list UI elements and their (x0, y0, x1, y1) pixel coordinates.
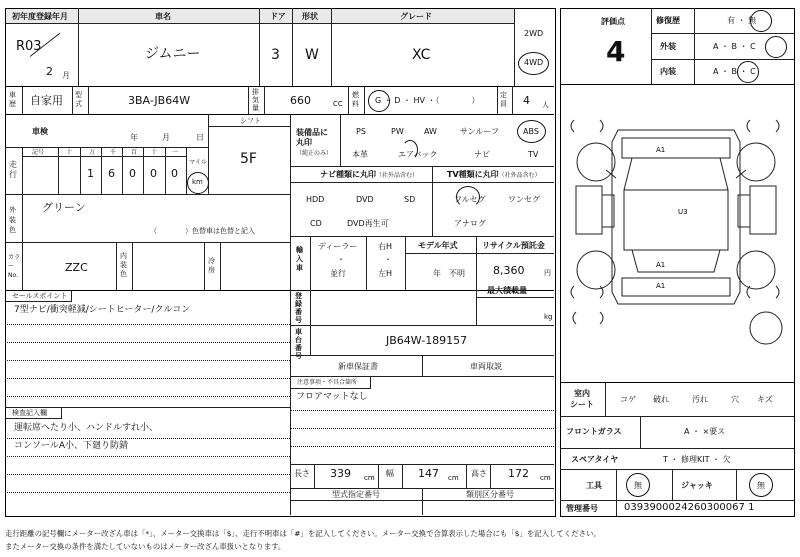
max-load-label: 最大積載量 (487, 286, 527, 295)
sales-label-box (5, 290, 72, 302)
digit-h1: 十 (66, 149, 73, 156)
shift-value: 5F (240, 151, 257, 167)
equip-airbag: エアバック (398, 150, 438, 159)
model-label: 型 式 (75, 91, 82, 108)
car-name-value: ジムニー (145, 46, 201, 62)
yen-unit: 円 (544, 269, 551, 277)
recycle-label: リサイクル預託金 (482, 241, 545, 250)
mileage-digit-4: 0 (171, 167, 178, 180)
length-unit: cm (364, 474, 375, 482)
drive-4wd-circle (518, 52, 549, 75)
seat-label: 室内 シート (570, 389, 594, 409)
drive-4wd: 4WD (524, 58, 544, 67)
equip-airbag-mark (402, 140, 418, 160)
repair-label: 修復歴 (656, 16, 680, 25)
digit-h5: 十 (151, 149, 158, 156)
equipment-label: 装備品に 丸印 （純正のみ） (296, 128, 333, 157)
capacity-value: 4 (523, 94, 530, 107)
tv-oneseg: ワンセグ (508, 195, 540, 204)
seat-kizu: キズ (757, 395, 773, 404)
inspector-label: 検査記入欄 (12, 409, 47, 417)
class-no-label: 類別区分番号 (466, 490, 514, 499)
equip-abs-circle (517, 120, 546, 143)
interior-label: 内 装 色 (120, 252, 127, 278)
tv-fullseg: フルセグ (454, 195, 486, 204)
tools-value: 無 (634, 481, 642, 490)
digit-h4: 百 (131, 149, 138, 156)
import-dot-2: ・ (384, 255, 392, 264)
grade-label: グレード (400, 12, 432, 21)
tools-none-circle (626, 473, 650, 497)
car-diagram (562, 100, 790, 370)
mileage-label: 走 行 (9, 160, 17, 179)
digit-h6: 一 (172, 149, 179, 156)
ac-label: 冷 房 (208, 257, 215, 274)
footer-line-2: またメーター交換の条件を満たしていないものはメーター改ざん車扱いとなります。 (5, 542, 286, 551)
interior-score-label: 内装 (660, 67, 676, 76)
footer-line-1: 走行距離の記号欄にメーター改ざん車は「*」、メーター交換車は「$」、走行不明車は「#」を記入してください。メーター交換で合算表示した場合にも「$」を記入してください。 (5, 529, 601, 538)
tools-label: 工具 (586, 481, 602, 490)
notes-value: フロアマットなし (296, 392, 368, 402)
interior-options: A ・ B ・ C (713, 67, 756, 76)
diagram-mark-a1-top: A1 (656, 146, 666, 154)
jack-none-circle (749, 473, 773, 497)
first-reg-label: 初年度登録年月 (12, 12, 68, 21)
notes-label: 注意事項・不具合箇所 (297, 379, 358, 386)
import-parallel: 並行 (330, 269, 346, 278)
capacity-label: 定 員 (500, 91, 507, 108)
new-car-warranty: 新車保証書 (338, 362, 378, 371)
repair-none-circle (750, 10, 772, 32)
mileage-digit-2: 0 (129, 167, 136, 180)
equip-abs: ABS (523, 127, 539, 136)
km-circle (187, 172, 209, 194)
diagram-mark-u3: U3 (678, 208, 688, 216)
color-value: グリーン (42, 201, 86, 214)
shift-label: シフト (240, 117, 261, 125)
digit-h3: 千 (110, 149, 117, 156)
repair-options: 有 ・ 無 (727, 16, 757, 25)
inspector-line-1: 運転席へたり小、ハンドルすれ小、 (14, 423, 159, 433)
equip-pw: PW (391, 127, 404, 136)
fuel-label: 燃 料 (352, 91, 359, 108)
diagram-mark-a1-bottom: A1 (656, 282, 666, 290)
header-bar (6, 9, 514, 23)
km-label: km (192, 178, 203, 186)
reg-no-label: 登 録 番 号 (295, 292, 302, 324)
door-value: 3 (271, 47, 280, 63)
navi-cd: CD (310, 219, 322, 228)
exterior-label: 外装 (660, 42, 676, 51)
recycle-value: 8,360 (493, 264, 525, 277)
import-label: 輸 入 車 (296, 246, 303, 272)
reg-month: 2 (46, 65, 53, 78)
vehicle-manual: 車両取説 (470, 362, 502, 371)
jack-value: 無 (757, 481, 765, 490)
equip-tv: TV (528, 150, 539, 159)
notes-label-box (290, 376, 371, 389)
equip-leather: 本革 (352, 150, 368, 159)
width-unit: cm (448, 474, 459, 482)
digit-h0: 記号 (32, 149, 45, 156)
import-dealer: ディーラー (318, 242, 358, 251)
exterior-options: A ・ B ・ C (713, 42, 756, 51)
mgmt-label: 管理番号 (566, 504, 598, 513)
navi-hdd: HDD (306, 195, 325, 204)
digit-h2: 万 (89, 149, 96, 156)
width-value: 147 (418, 467, 439, 480)
color-note: （ ）色替車は色替と記入 (150, 227, 255, 235)
fuel-options: G ・ D ・ HV ・（ ） (375, 96, 480, 105)
door-label: ドア (270, 12, 286, 21)
usage-value: 自家用 (30, 94, 63, 107)
kg-unit: kg (544, 313, 553, 321)
capacity-unit: 人 (542, 101, 549, 109)
interior-b-circle (737, 61, 759, 83)
seat-ana: 穴 (731, 395, 739, 404)
displacement-label: 排 気 量 (252, 88, 259, 112)
width-label: 幅 (386, 469, 394, 478)
tv-fullseg-circle (456, 186, 480, 208)
chassis-value: JB64W-189157 (386, 334, 468, 347)
model-value: 3BA-JB64W (128, 94, 191, 107)
mileage-digit-0: 1 (87, 167, 94, 180)
model-year-label: モデル年式 (418, 241, 458, 250)
sales-label: セールスポイント (12, 292, 68, 300)
spare-label: スペアタイヤ (571, 455, 619, 464)
mileage-digit-1: 6 (108, 167, 115, 180)
score-label: 評価点 (601, 17, 625, 26)
navi-sd: SD (404, 195, 416, 204)
tv-label: TV種類に丸印（社外品含む） (447, 170, 541, 179)
type-no-label: 型式指定番号 (332, 490, 380, 499)
navi-dvd: DVD (356, 195, 374, 204)
equip-navi: ナビ (474, 150, 490, 159)
mile-label: マイル (189, 159, 207, 166)
exterior-c-circle (765, 36, 787, 58)
shape-value: W (305, 47, 319, 63)
spare-value: T ・ 修理KIT ・ 欠 (663, 455, 731, 464)
model-year-value: 年 不明 (433, 269, 465, 278)
height-value: 172 (508, 467, 529, 480)
height-unit: cm (540, 474, 551, 482)
color-label: 外 装 色 (9, 206, 16, 234)
day-unit: 日 (196, 133, 204, 142)
tv-analog: アナログ (454, 219, 486, 228)
month-unit: 月 (162, 133, 170, 142)
import-right-h: 右H (378, 242, 393, 251)
reg-era-year: R03 (16, 39, 42, 54)
navi-label: ナビ種類に丸印（社外品含む） (320, 170, 419, 179)
windshield-label: フロントガラス (566, 427, 622, 436)
mgmt-value: 0393900024260300067 1 (624, 502, 755, 513)
shaken-label: 車検 (32, 127, 48, 136)
grade-value: XC (412, 47, 431, 63)
car-name-label: 車名 (155, 12, 171, 21)
mileage-digit-3: 0 (150, 167, 157, 180)
color-no-label: カラー No. (8, 254, 21, 279)
drive-2wd: 2WD (524, 29, 544, 38)
diagram-mark-a1-bottom-2: A1 (656, 261, 666, 269)
length-value: 339 (330, 467, 351, 480)
navi-dvd-play: DVD再生可 (347, 219, 389, 228)
jack-label: ジャッキ (681, 481, 713, 490)
score-value: 4 (606, 35, 626, 68)
color-no-value: ZZC (65, 261, 88, 274)
equip-aw: AW (424, 127, 437, 136)
seat-yogore: 汚れ (692, 395, 708, 404)
chassis-label: 車 台 番 号 (295, 328, 302, 360)
equip-ps: PS (356, 127, 366, 136)
windshield-value: A ・ ×要ス (684, 427, 726, 436)
seat-koge: コゲ (620, 395, 636, 404)
reg-month-unit: 月 (62, 71, 70, 80)
length-label: 長さ (294, 469, 310, 478)
seat-yabure: 破れ (653, 395, 669, 404)
height-label: 高さ (471, 469, 487, 478)
fuel-g-circle (368, 90, 390, 112)
shape-label: 形状 (302, 12, 318, 21)
inspector-label-box (5, 407, 62, 419)
inspector-line-2: コンソールA小、下廻り防錆 (14, 441, 128, 451)
usage-label: 車 歴 (9, 91, 16, 108)
equip-sunroof: サンルーフ (460, 127, 499, 136)
cc-unit: CC (333, 100, 343, 108)
import-dot-1: ・ (337, 255, 345, 264)
sales-value: 7型ナビ/衝突軽減/シートヒーター/クルコン (14, 305, 191, 315)
displacement-value: 660 (290, 94, 311, 107)
import-left-h: 左H (378, 269, 393, 278)
year-unit: 年 (130, 133, 138, 142)
